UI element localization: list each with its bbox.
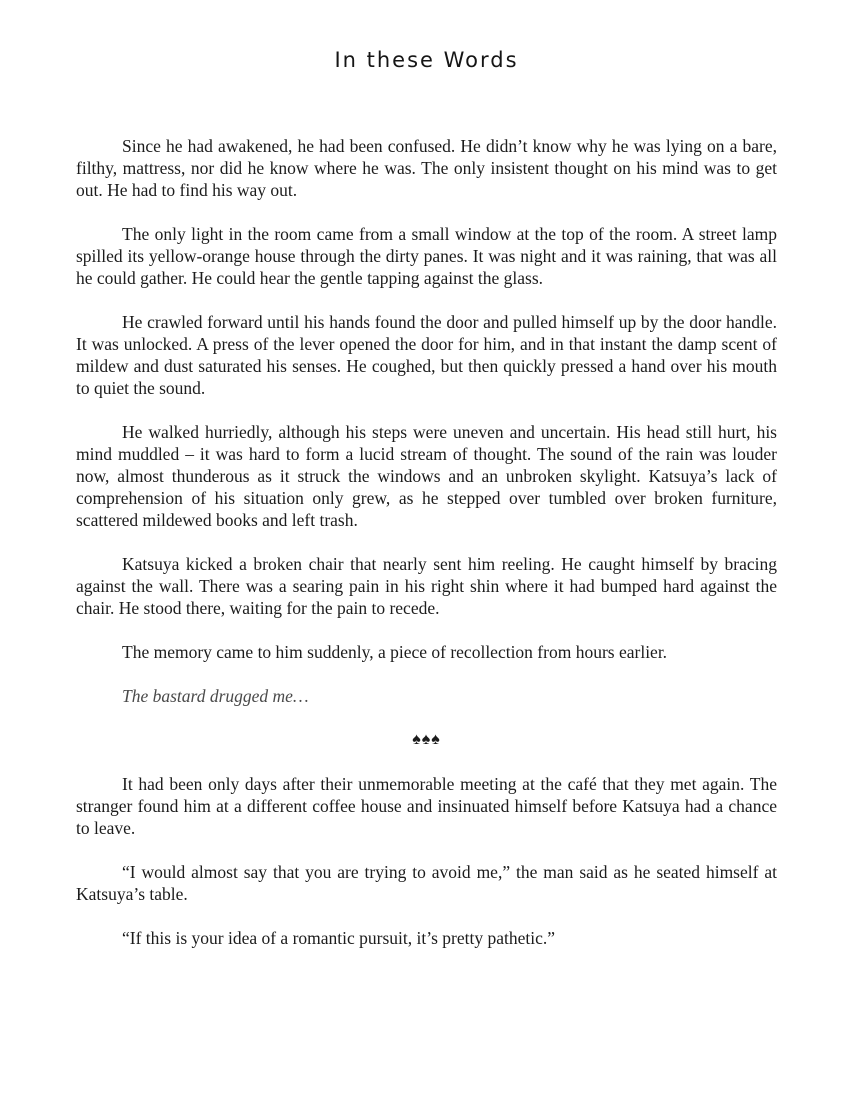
story-paragraph: “If this is your idea of a romantic pursuit, it’s pretty pathetic.” xyxy=(122,928,556,948)
story-paragraph: Katsuya kicked a broken chair that nearly sent him reeling. He caught himself by bracing against the wall. There was a searing pain in his right shin where it had bumped hard against the chair. He stood there, waiting for the pain to recede. xyxy=(76,554,777,618)
story-paragraph: The memory came to him suddenly, a piece of recollection from hours earlier. xyxy=(122,642,668,662)
scene-break-spades: ♠♠♠ xyxy=(412,731,441,748)
story-paragraph: Since he had awakened, he had been confused. He didn’t know why he was lying on a bare, filthy, mattress, nor did he know where he was. The only insistent thought on his mind was to get out. He had to find his way out. xyxy=(76,136,777,200)
page-title: In these Words xyxy=(334,48,519,72)
story-paragraph: “I would almost say that you are trying to avoid me,” the man said as he seated himself at Katsuya’s table. xyxy=(76,862,777,904)
story-paragraph: He crawled forward until his hands found the door and pulled himself up by the door handle. It was unlocked. A press of the lever opened the door for him, and in that instant the damp scent of mildew and dust saturated his senses. He coughed, but then quickly pressed a hand over his mouth to quiet the sound. xyxy=(76,312,777,398)
thought-paragraph: The bastard drugged me… xyxy=(122,686,309,706)
document-content xyxy=(76,0,777,968)
story-paragraph: The only light in the room came from a small window at the top of the room. A street lamp spilled its yellow-orange house through the dirty panes. It was night and it was raining, that was all he could gather. He could hear the gentle tapping against the glass. xyxy=(76,224,777,288)
story-paragraph: It had been only days after their unmemorable meeting at the café that they met again. The stranger found him at a different coffee house and insinuated himself before Katsuya had a chance to leave. xyxy=(76,774,777,838)
story-paragraph: He walked hurriedly, although his steps were uneven and uncertain. His head still hurt, his mind muddled – it was hard to form a lucid stream of thought. The sound of the rain was louder now, almost thunderous as it struck the windows and an unbroken skylight. Katsuya’s lack of comprehension of his situation only grew, as he stepped over tumbled over broken furniture, scattered mildewed books and left trash. xyxy=(76,422,777,530)
